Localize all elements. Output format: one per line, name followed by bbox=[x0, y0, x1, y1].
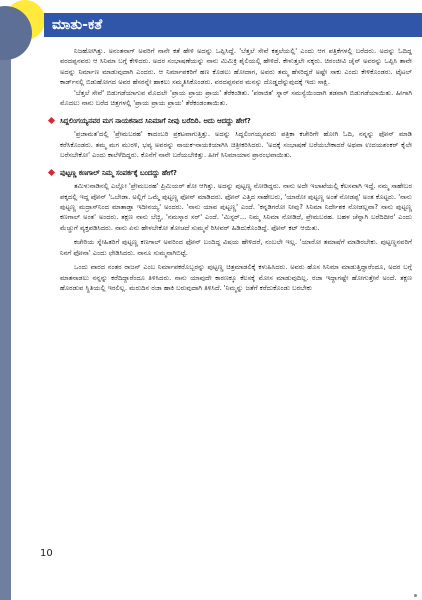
corner-dot bbox=[414, 594, 417, 597]
paragraph: 'ಬೆತ್ತಲೆ ಸೇವೆ' ಬಿಡುಗಡೆಯಾಗುವ ಮೊದಲೇ 'ಪ್ರಾಯ ಪ್ರಾಯ ಪ್ರಾಯ' ತೆರೆಕಂಡಿತು. 'ಪರಾಜಿತ' ಸ್ನಾರ್ ಸಮಸ್ಯೆಯಿಂದಾಗಿ ತಡವಾಗಿ ಬಿಡುಗಡೆಯಾಯಿತು. ಹೀಗಾಗಿ ಮೊದಲು ನಾನು ಬರೆದ ಚಿತ್ರಗಳಲ್ಲಿ 'ಪ್ರಾಯ ಪ್ರಾಯ ಪ್ರಾಯ' ತೆರೆಕಂಡಂತಾಯಿತು. bbox=[60, 88, 412, 108]
diamond-bullet-icon bbox=[48, 169, 55, 176]
diamond-bullet-icon bbox=[48, 117, 55, 124]
paragraph: 'ಪ್ರಜಾಮತ'ದಲ್ಲಿ 'ಪ್ರೇಮಬರಹ' ಕಾದಂಬರಿ ಪ್ರಕಟವಾಗುತ್ತಿತ್ತು. ಅದನ್ನು ಸಿದ್ದಲಿಂಗಯ್ಯನವರು ಪತ್ರಿಕಾ ಕಚೇರಿಗೇ ಹೋಗಿ ಓದಿ, ನನ್ನನ್ನು ಫೋನ್ ಮಾಡಿ ಕರೆಸಿಕೊಂಡರು. ತಮ್ಮ ಮಗ ಮುರಳಿ, ಭವ್ಯ ಅವರನ್ನು ನಾಯಕ-ನಾಯಕಿಯಾಗಿಸಿ ಚಿತ್ರೀಕರಿಸಿದರು. 'ಅದಕ್ಕೆ ಸಂಭಾಷಣೆ ಬರೆಯಬೇಕಾದರೆ ಅಥವಾ ಉದಯಶಂಕರ್ ಕೈಲೇ ಬರೆಸಬೇಕೋ' ಎಂದು ಕಾಲೆಳೆದಿದ್ದರು. ಕೊನೆಗೆ ನಾನೇ ಬರೆಯಬೇಕಿತ್ತು. ಹೀಗೆ ಸಿನಿಮಾಯಾನ ಪ್ರಾರಂಭವಾಯಿತು. bbox=[60, 130, 412, 160]
article-body bbox=[60, 46, 412, 294]
page-number: 10 bbox=[40, 548, 53, 559]
paragraph: ಒಂದು ವಾರದ ನಂತರ ರಾಜನ್ ಎಂಬ ನಿರ್ಮಾಪಕರೊಬ್ಬರನ್ನು ಪುಟ್ಟಣ್ಣ ಚಿತ್ರಮಾಡಲಿಕ್ಕೆ ಕಳುಹಿಸಿದರು. ಅವರು ಹೊಸ ಸಿನಿಮಾ ಮಾಡುತ್ತಿದ್ದಾರೆಂದೂ, ಅದರ ಬಗ್ಗೆ ಮಾತನಾಡಲು ನನ್ನನ್ನು ಕರೆದಿದ್ದಾರೆಂದೂ ತಿಳಿಸಿದರು. ನಾನು ಯಾವುದೇ ಕಾರಣಕ್ಕೂ ಕೆಲಸಕ್ಕೆ ಮೋಸ ಮಾಡುವುದಿಲ್ಲ. ರಜಾ ಇದ್ದಾಗಷ್ಟೇ ಹೋಗುತ್ತೇನೆ ಅಂದೆ. ತಕ್ಷಣ ಹೊರಡುವ ಸ್ಥಿತಿಯಲ್ಲಿ ಇರಲಿಲ್ಲ. ಮರುದಿನ ರಜಾ ಹಾಕಿ ಬರುವುದಾಗಿ ತಿಳಿಸಿದೆ. 'ನಿಮ್ಮನ್ನು ಜತೆಗೆ ಕರೆದುಕೊಂಡು ಬರಬೇಕು bbox=[60, 263, 412, 293]
interview-question bbox=[60, 116, 412, 127]
question-text: ಪುಟ್ಟಣ್ಣ ಕಣಗಾಲ್ ನಿಮ್ಮ ಸಂಪರ್ಕಕ್ಕೆ ಬಂದದ್ದು ಹೇಗೆ? bbox=[60, 168, 177, 177]
interview-question bbox=[60, 168, 412, 179]
decorative-side-bar bbox=[0, 20, 11, 600]
section-title: ಮಾತು-ಕತೆ bbox=[52, 17, 103, 33]
paragraph: ಕಚೇರಿಯ ಸ್ನೇಹಿತರಿಗೆ ಪುಟ್ಟಣ್ಣ ಕಣಗಾಲ್ ಅವರಿಂದ ಫೋನ್ ಬಂದಿದ್ದ ವಿಷಯ ಹೇಳಿದರೆ, ನಂಬಲೇ ಇಲ್ಲ. 'ಯಾರೋ ತಮಾಷೆಗೆ ಮಾಡಿರಬೇಕು. ಪುಟ್ಟಣ್ಣನವರಿಗೆ ನಿನಗೆ ಫೋನಾ' ಎಂದು ಛೇಡಿಸಿದರು. ನಾನೂ ಸುಮ್ಮನಾಗಿಬಿಟ್ಟೆ. bbox=[60, 238, 412, 257]
paragraph: ನಿಜಹೋಗಿತ್ತು. ಅನಂತನಾಗ್ ಅವರಿಗೆ ನಾನೇ ಕತೆ ಹೇಳಿ ಅದನ್ನು ಒಪ್ಪಿಸಿದ್ದೆ. 'ಬೆತ್ತಲೆ ಸೇವೆ ಕತ್ತಲೆಯಲ್ಲಿ' ಎಂದು ಆಗ ಪತ್ರಿಕೆಗಳಲ್ಲಿ ಬರೆದರು. ಅದನ್ನು ಓದಿದ್ದ ವರದಪ್ಪನವರು ಆ ಸಿನಿಮಾ ಬಗ್ಗೆ ಕೇಳಿದರು. ಅದರ ಸಂಭಾಷಣೆಯನ್ನು ನಾನು ಮಿಮಿಕ್ರಿ ಶೈಲಿಯಲ್ಲಿ ಹೇಳಿದೆ. ಕೇಳುತ್ತಲೇ ನಕ್ಕರು. ಚಿರಂಜೀವಿ ಚೈನ್ ಅವರನ್ನು ಒಪ್ಪಿಸಿ ತಾವೇ ಅದನ್ನು ನಿರ್ಮಾಣ ಮಾಡುವುದಾಗಿ ಎಂದರು. ಆ ನಿರ್ಮಾಪಕರಿಗೆ ಹಣ ಕೊಡಲು ಹೋದಾಗ, ಅವರು ತಮ್ಮ ಹೆಸರಿದ್ದರೆ ಅಷ್ಟೇ ಸಾಕು ಎಂದು ಕೇಳಿಕೊಂಡರು. ಟೈಟಲ್ ಕಾರ್ಡ್‌ನಲ್ಲಿ ಬಿಡುಹೋಗದ ಅವರ ಹೆಸರನ್ನೇ ಹಾಕಲು ಸಮ್ಮತಿಸಿಕೊಂಡರು. ವರದಪ್ಪನವರ ಮನಸ್ಸು ದೊಡ್ಡದೆನ್ನುವುದಕ್ಕೆ ಇದು ಸಾಕ್ಷಿ. bbox=[60, 47, 412, 87]
question-text: ಸಿದ್ದಲಿಂಗಯ್ಯನವರ ಮಗ ನಾಯಕನಾದ ಸಿನಿಮಾಗೆ ನೀವು ಬರೆದಿರಿ. ಅದು ಆದದ್ದು ಹೇಗೆ? bbox=[60, 116, 251, 125]
paragraph: ತಮಿಳುನಾಡಿನಲ್ಲಿ ಎಲ್ಲೋ 'ಪ್ರೇಮಬರಹ' ಪ್ರಿಮಿಯರ್ ಶೋ ಆಗಿತ್ತು. ಅದನ್ನು ಪುಟ್ಟಣ್ಣ ನೋಡಿದ್ದರು. ನಾನು ಅದೇ ಇಲಾಖೆಯಲ್ಲಿ ಕೆಲಸವಾಗಿ ಇದ್ದೆ. ನಮ್ಮ ಸಾಹೇಬರ ಪಕ್ಕದಲ್ಲಿ ಇದ್ದ ಪೋನ್ 'ಒಬೇಡಾ. ಅಲ್ಲಿಗೆ ಒಮ್ಮೆ ಪುಟ್ಟಣ್ಣ ಫೋನ್ ಮಾಡಿದರು. ಫೋನ್ ಎತ್ತಿದ ಸಾಹೇಬರು, 'ಯಾರೋ ಪುಟ್ಟಣ್ಣ ಅಂತೆ ನೋಡಪ್ಪ' ಅಂತ ಕೊಟ್ಟರು. 'ನಾನು ಪುಟ್ಟಣ್ಣ ಮದ್ರಾಸ್‌ನಿಂದ ಮಾತಾಡ್ತಾ ಇದೀನಯ್ಯ' ಅಂದರು. 'ನಾನು ಯಾವ ಪುಟ್ಟಣ್ಣ' ಎಂದೆ. 'ಕನ್ನಡಿಗರೋ ನೀವು? ಸಿನಿಮಾ ನಿರ್ದೇಶಕ ನೋಡಲ್ಲವಾ? ನಾನು ಪುಟ್ಟಣ್ಣ ಕಣಗಾಲ್ ಅಂತ' ಅಂದರು. ತಕ್ಷಣ ನಾನು ಬೆಚ್ಚಿ, 'ನಮಸ್ಕಾರ ಸರ್' ಎಂದೆ. 'ಮಿಸ್ಟರ್... ನಿಮ್ಮ ಸಿನಿಮಾ ನೋಡಿದೆ, ಪ್ರೇಮಬರಹ. ಬಹಳ ಚೆನ್ನಾಗಿ ಬರೆದಿದೀರ' ಎಂದು ಮೆಚ್ಚುಗೆ ವ್ಯಕ್ತಪಡಿಸಿದರು. ನಾನು ಏನು ಹೇಳಬೇಕೋ ತೋಚದೆ ಸುಮ್ಮನೆ ರಿಸೀವರ್ ಹಿಡಿದುಕೊಂಡಿದ್ದೆ. ಫೋನ್ ಕಟ್ ಆಯಿತು. bbox=[60, 182, 412, 232]
